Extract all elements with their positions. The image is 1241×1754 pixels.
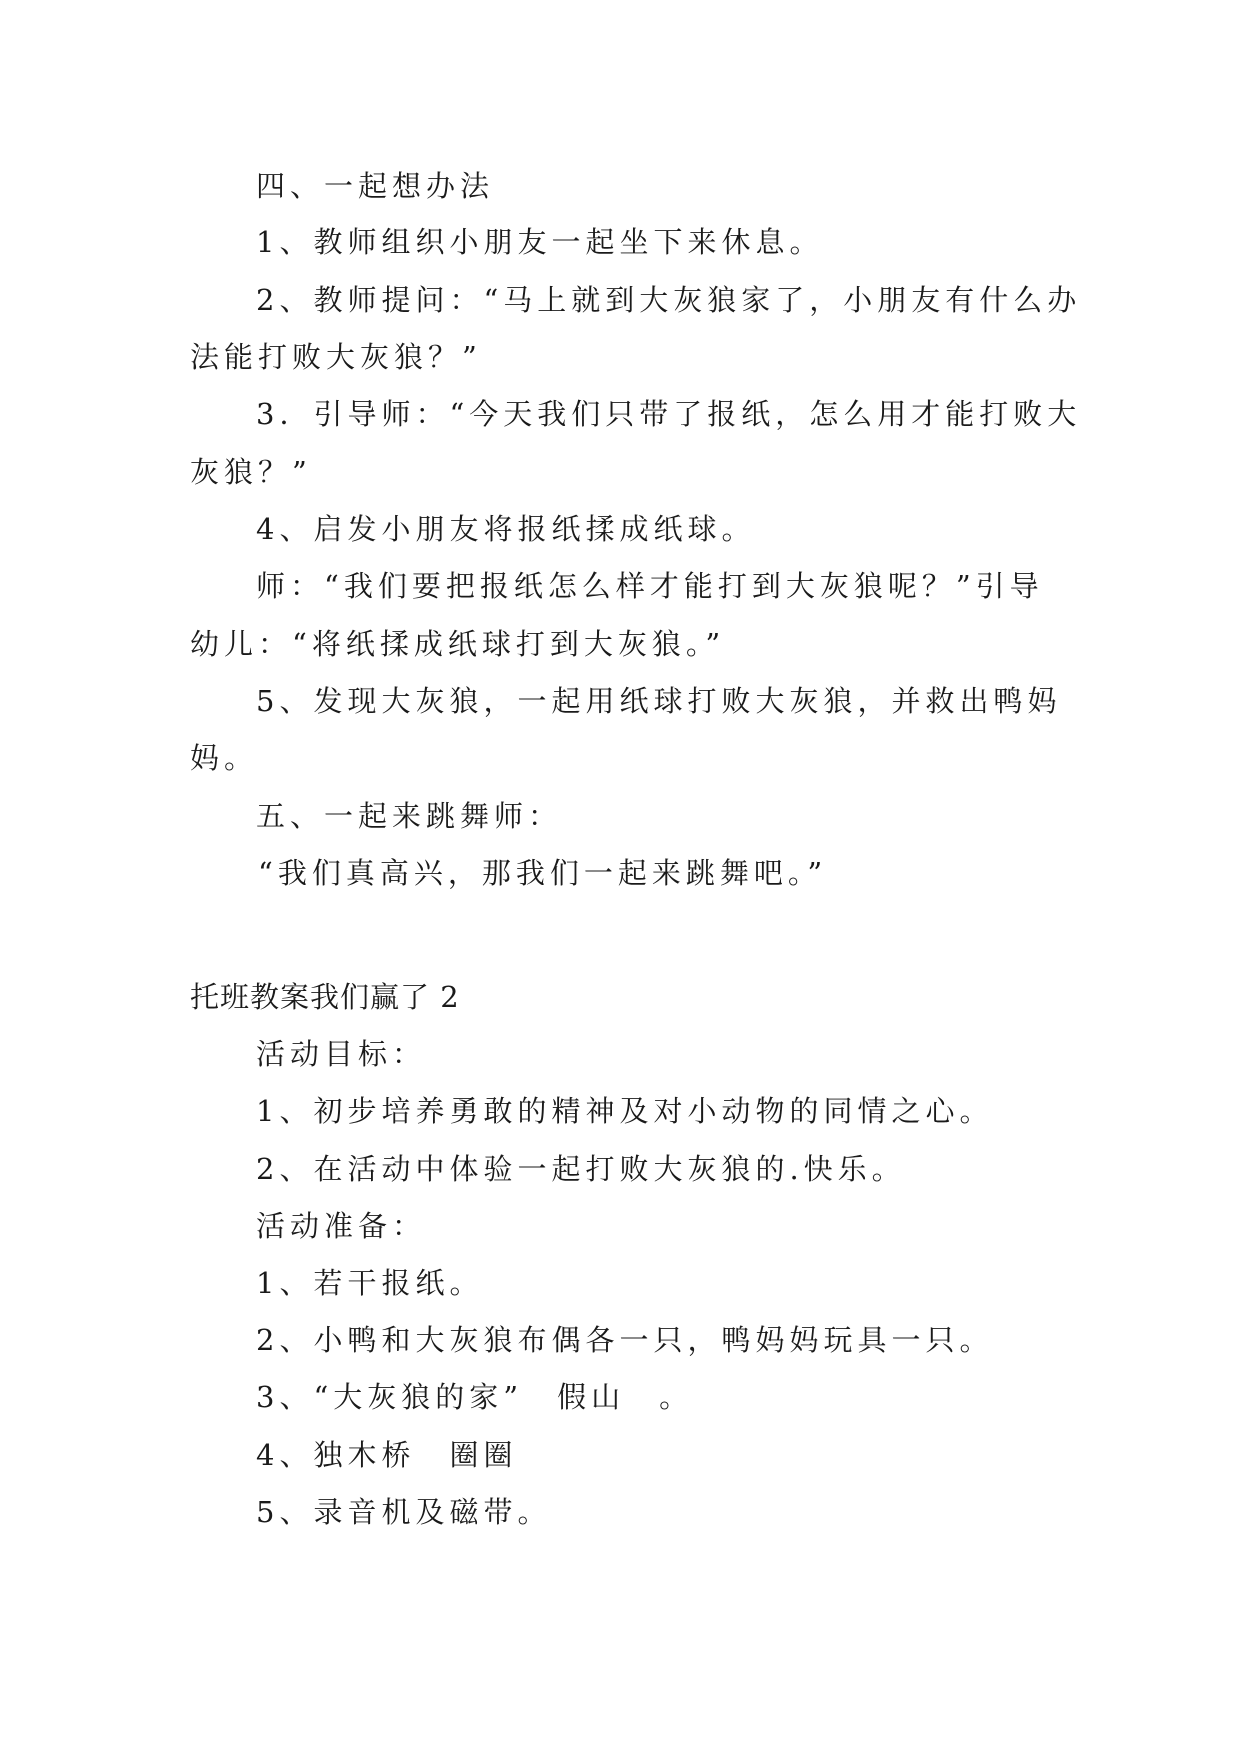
paragraph-line: 5、发现大灰狼，一起用纸球打败大灰狼，并救出鸭妈 xyxy=(256,684,1062,718)
paragraph-line: “我们真高兴，那我们一起来跳舞吧。” xyxy=(258,856,828,890)
list-item: 1、若干报纸。 xyxy=(256,1266,484,1300)
list-item: 2、小鸭和大灰狼布偶各一只，鸭妈妈玩具一只。 xyxy=(256,1323,994,1357)
section-heading: 活动准备： xyxy=(256,1209,427,1243)
list-item: 1、初步培养勇敢的精神及对小动物的同情之心。 xyxy=(256,1094,994,1128)
paragraph-line: 1、教师组织小朋友一起坐下来休息。 xyxy=(256,225,824,259)
list-item: 5、录音机及磁带。 xyxy=(256,1495,552,1529)
section-heading: 五、一起来跳舞师： xyxy=(256,799,563,833)
list-item: 3、“大灰狼的家” 假山 。 xyxy=(256,1380,694,1414)
paragraph-line: 妈。 xyxy=(190,741,259,775)
paragraph-line: 幼儿：“将纸揉成纸球打到大灰狼。” xyxy=(190,627,726,661)
list-item: 4、独木桥 圈圈 xyxy=(256,1438,518,1472)
document-title: 托班教案我们赢了 2 xyxy=(190,980,460,1014)
paragraph-line: 3．引导师：“今天我们只带了报纸，怎么用才能打败大 xyxy=(256,397,1082,431)
section-heading: 活动目标： xyxy=(256,1037,427,1071)
paragraph-line: 法能打败大灰狼？” xyxy=(190,340,482,374)
paragraph-line: 灰狼？” xyxy=(190,455,312,489)
list-item: 2、在活动中体验一起打败大灰狼的.快乐。 xyxy=(256,1152,906,1186)
paragraph-line: 师：“我们要把报纸怎么样才能打到大灰狼呢？”引导 xyxy=(256,569,1044,603)
section-heading: 四、一起想办法 xyxy=(256,169,495,203)
paragraph-line: 2、教师提问：“马上就到大灰狼家了，小朋友有什么办 xyxy=(256,283,1082,317)
paragraph-line: 4、启发小朋友将报纸揉成纸球。 xyxy=(256,512,756,546)
